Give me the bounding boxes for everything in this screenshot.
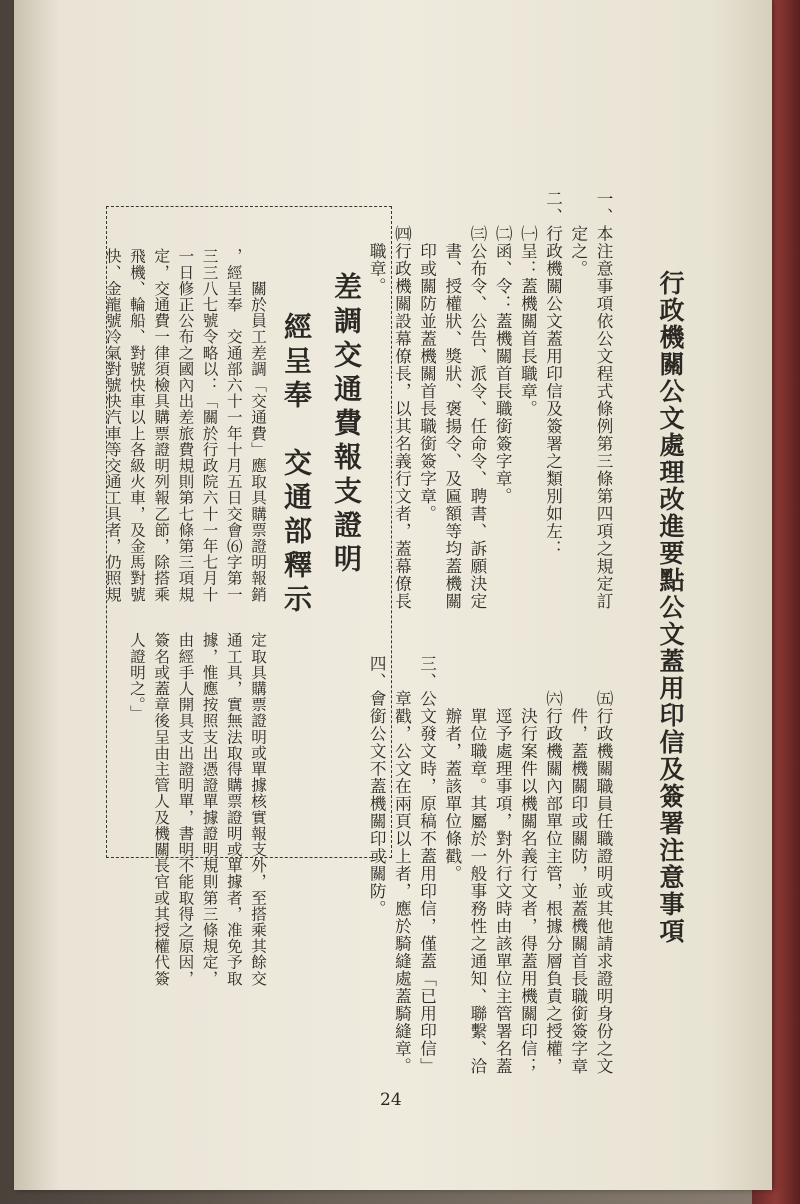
- notice-title: 差調交通費報支證明: [330, 272, 363, 578]
- notice-issuer: 經呈奉 交通部釋示: [280, 312, 313, 618]
- right-section-line: ㈠呈：蓋機關首長職章。: [518, 190, 538, 418]
- right-section-lower: [364, 655, 616, 1075]
- right-section-line: 一、本注意事項依公文程式條例第三條第四項之規定訂: [594, 190, 613, 610]
- notice-body-line: 飛機、輪船、對號快車以上各級火車，及金馬對號: [127, 248, 146, 603]
- notice-body-line: 由經手人開具支出證明單，書明不能取得之原因，: [176, 632, 195, 987]
- page-number: 24: [380, 1090, 402, 1110]
- notice-body-line: 據，惟應按照支出憑證單據證明規則第三條規定，: [200, 632, 219, 987]
- right-section-line: ㈥行政機關內部單位主管，根據分層負責之授權，: [543, 655, 563, 1075]
- right-section-line: ㈣行政機關設幕僚長，以其名義行文者，蓋幕僚長: [392, 190, 412, 610]
- main-title: 行政機關公文處理改進要點公文蓋用印信及簽署注意事項: [656, 270, 685, 945]
- right-section-line: ㈢公布令、公告、派令、任命令、聘書、訴願決定: [467, 190, 487, 610]
- right-section-line: 印或關防並蓋機關首長職銜簽字章。: [417, 190, 437, 523]
- right-section-line: 章戳，公文在兩頁以上者，應於騎縫處蓋騎縫章。: [392, 655, 412, 1075]
- notice-body-line: 通工具，實無法取得購票證明或單據者，准免予取: [224, 632, 243, 987]
- notice-body-line: 定，交通費一律須檢具購票證明列報乙節，除搭乘: [152, 248, 171, 603]
- right-section-line: 件，蓋機關印或關防，並蓋機關首長職銜簽字章: [568, 655, 588, 1075]
- notice-body-upper: [101, 248, 270, 602]
- right-section-line: 職章。: [367, 190, 387, 295]
- right-section-line: 二、行政機關公文蓋用印信及簽署之類別如左：: [543, 190, 563, 558]
- notice-body-line: 快、金龍號冷氣對號快汽車等交通工具者，仍照規: [103, 248, 122, 603]
- right-section-line: 單位職章。其屬於一般事務性之通知、聯繫、洽: [467, 655, 487, 1075]
- notice-body-line: 簽名或蓋章後呈由主管人及機關長官或其授權代簽: [152, 632, 171, 987]
- notice-body-line: 定取具購票證明或單據核實報支外，至搭乘其餘交: [249, 632, 267, 987]
- right-section-line: 書、授權狀、獎狀、褒揚令、及匾額等均蓋機關: [442, 190, 462, 610]
- right-section-line: ㈤行政機關職員任職證明或其他請求證明身份之文: [594, 655, 613, 1075]
- right-section-line: 決行案件以機關名義行文者，得蓋用機關印信；: [518, 655, 538, 1075]
- right-section-line: 辦者，蓋該單位條戳。: [442, 655, 462, 883]
- right-section-line: 定之。: [568, 190, 588, 278]
- right-section-line: 三、公文發文時，原稿不蓋用印信，僅蓋「已用印信」: [417, 655, 437, 1075]
- notice-body-line: 一日修正公布之國內出差旅費規則第七條第三項規: [176, 248, 195, 603]
- right-section-line: ㈡函、令：蓋機關首長職銜簽字章。: [493, 190, 513, 505]
- right-section-line: 逕予處理事項，對外行文時由該單位主管署名蓋: [493, 655, 513, 1075]
- document-page: [14, 0, 772, 1190]
- notice-body-line: 三三八七號令略以：「關於行政院六十一年七月十: [200, 248, 219, 603]
- notice-body-line: 人證明之。」: [127, 632, 146, 721]
- right-section-line: 四、會銜公文不蓋機關印或關防。: [367, 655, 387, 918]
- right-section-upper: [364, 190, 616, 610]
- notice-body-lower: [125, 632, 270, 986]
- notice-body-line: ，經呈奉 交通部六十一年十月五日交會⑹字第一: [224, 248, 243, 603]
- notice-body-line: 關於員工差調「交通費」應取具購票證明報銷: [249, 248, 267, 603]
